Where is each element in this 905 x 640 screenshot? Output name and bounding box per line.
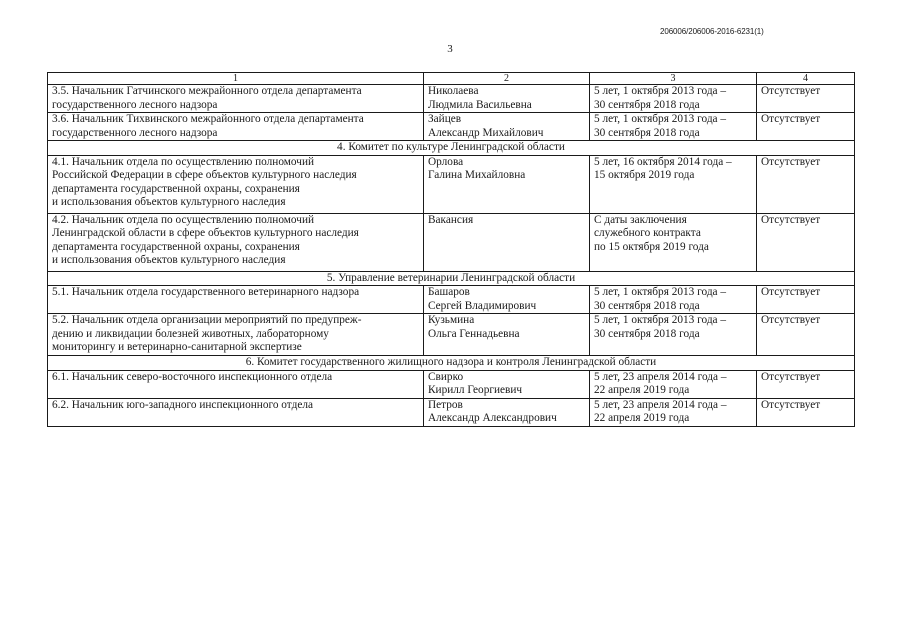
person-cell-line: Кузьмина	[428, 314, 475, 326]
person-cell	[424, 398, 590, 426]
term-cell-line: 5 лет, 1 октября 2013 года –	[594, 113, 727, 125]
term-cell	[590, 155, 757, 213]
person-cell	[424, 213, 590, 271]
term-cell-line: 5 лет, 1 октября 2013 года –	[594, 286, 727, 298]
person-cell-line: Николаева	[428, 85, 479, 97]
person-cell	[424, 155, 590, 213]
section-title: 5. Управление ветеринарии Ленинградской области	[48, 271, 855, 286]
section-title: 4. Комитет по культуре Ленинградской области	[48, 141, 855, 156]
position-cell	[48, 398, 424, 426]
person-cell-line: Галина Михайловна	[428, 169, 526, 181]
position-cell	[48, 314, 424, 356]
term-cell-line: по 15 октября 2019 года	[594, 240, 709, 253]
position-cell	[48, 370, 424, 398]
position-cell	[48, 113, 424, 141]
person-cell	[424, 85, 590, 113]
term-cell-line: 30 сентября 2018 года	[594, 126, 700, 139]
document-id: 206006/206006-2016-6231(1)	[660, 27, 764, 36]
section-row	[48, 271, 855, 286]
status-cell: Отсутствует	[757, 85, 855, 113]
term-cell-line: 30 сентября 2018 года	[594, 299, 700, 312]
position-cell-line: 6.2. Начальник юго-западного инспекционного отдела	[52, 398, 313, 411]
person-cell-line: Вакансия	[428, 213, 474, 226]
position-cell-line: 4.1. Начальник отдела по осуществлению полномочий	[52, 155, 315, 168]
table-row	[48, 85, 855, 113]
person-cell	[424, 370, 590, 398]
status-cell: Отсутствует	[757, 155, 855, 213]
table-row	[48, 370, 855, 398]
status-cell: Отсутствует	[757, 213, 855, 271]
position-cell-line: и использования объектов культурного наследия	[52, 196, 286, 208]
term-cell-line: 22 апреля 2019 года	[594, 412, 690, 424]
status-cell: Отсутствует	[757, 370, 855, 398]
table-row	[48, 398, 855, 426]
term-cell-line: 5 лет, 1 октября 2013 года –	[594, 85, 727, 97]
position-cell-line: департамента государственной охраны, сохранения	[52, 240, 300, 253]
term-cell	[590, 85, 757, 113]
term-cell-line: 5 лет, 16 октября 2014 года –	[594, 155, 732, 168]
position-cell-line: 3.5. Начальник Гатчинского межрайонного отдела департамента	[52, 85, 362, 97]
term-cell-line: 30 сентября 2018 года	[594, 98, 700, 111]
page-number: 3	[447, 43, 453, 55]
term-cell	[590, 398, 757, 426]
column-header-3: 3	[590, 73, 757, 85]
section-title: 6. Комитет государственного жилищного надзора и контроля Ленинградской области	[48, 356, 855, 371]
position-cell-line: 4.2. Начальник отдела по осуществлению полномочий	[52, 213, 315, 226]
section-row	[48, 141, 855, 156]
table-row	[48, 314, 855, 356]
section-row	[48, 356, 855, 371]
position-cell	[48, 85, 424, 113]
term-cell-line: 5 лет, 23 апреля 2014 года –	[594, 398, 727, 411]
position-cell-line: 6.1. Начальник северо-восточного инспекционного отдела	[52, 370, 333, 383]
person-cell-line: Ольга Геннадьевна	[428, 327, 520, 340]
term-cell-line: 22 апреля 2019 года	[594, 384, 690, 396]
person-cell	[424, 286, 590, 314]
person-cell-line: Александр Александрович	[428, 412, 557, 424]
term-cell	[590, 286, 757, 314]
term-cell-line: служебного контракта	[594, 227, 701, 239]
table-row	[48, 155, 855, 213]
person-cell	[424, 314, 590, 356]
table-header-row	[48, 73, 855, 85]
term-cell-line: 5 лет, 23 апреля 2014 года –	[594, 370, 727, 383]
person-cell-line: Кирилл Георгиевич	[428, 384, 523, 396]
table-body	[48, 73, 855, 427]
position-cell-line: государственного лесного надзора	[52, 126, 218, 139]
column-header-2: 2	[424, 73, 590, 85]
status-cell: Отсутствует	[757, 286, 855, 314]
person-cell-line: Орлова	[428, 155, 464, 168]
position-cell-line: 5.2. Начальник отдела организации мероприятий по предупреж-	[52, 314, 362, 326]
term-cell	[590, 314, 757, 356]
term-cell-line: С даты заключения	[594, 213, 687, 226]
position-cell	[48, 286, 424, 314]
term-cell-line: 30 сентября 2018 года	[594, 327, 700, 340]
position-cell-line: и использования объектов культурного наследия	[52, 254, 286, 266]
term-cell	[590, 370, 757, 398]
position-cell-line: государственного лесного надзора	[52, 98, 218, 111]
column-header-1: 1	[48, 73, 424, 85]
table-row	[48, 113, 855, 141]
term-cell	[590, 113, 757, 141]
positions-table	[47, 72, 855, 427]
position-cell	[48, 213, 424, 271]
person-cell-line: Башаров	[428, 286, 470, 298]
person-cell	[424, 113, 590, 141]
person-cell-line: Людмила Васильевна	[428, 98, 532, 111]
position-cell-line: 3.6. Начальник Тихвинского межрайонного отдела департамента	[52, 113, 364, 125]
position-cell-line: Российской Федерации в сфере объектов культурного наследия	[52, 169, 357, 181]
position-cell-line: дению и ликвидации болезней животных, лабораторному	[52, 327, 329, 340]
status-cell: Отсутствует	[757, 398, 855, 426]
term-cell-line: 5 лет, 1 октября 2013 года –	[594, 314, 727, 326]
term-cell-line: 15 октября 2019 года	[594, 169, 695, 181]
position-cell-line: департамента государственной охраны, сохранения	[52, 182, 300, 195]
status-cell: Отсутствует	[757, 314, 855, 356]
status-cell: Отсутствует	[757, 113, 855, 141]
table-row	[48, 213, 855, 271]
position-cell-line: 5.1. Начальник отдела государственного ветеринарного надзора	[52, 286, 360, 298]
position-cell-line: Ленинградской области в сфере объектов культурного наследия	[52, 227, 359, 239]
person-cell-line: Петров	[428, 398, 463, 411]
position-cell-line: мониторингу и ветеринарно-санитарной экспертизе	[52, 341, 302, 353]
person-cell-line: Сергей Владимирович	[428, 299, 537, 312]
term-cell	[590, 213, 757, 271]
column-header-4: 4	[757, 73, 855, 85]
person-cell-line: Александр Михайлович	[428, 126, 544, 139]
person-cell-line: Зайцев	[428, 113, 462, 125]
person-cell-line: Свирко	[428, 370, 464, 383]
table-row	[48, 286, 855, 314]
position-cell	[48, 155, 424, 213]
